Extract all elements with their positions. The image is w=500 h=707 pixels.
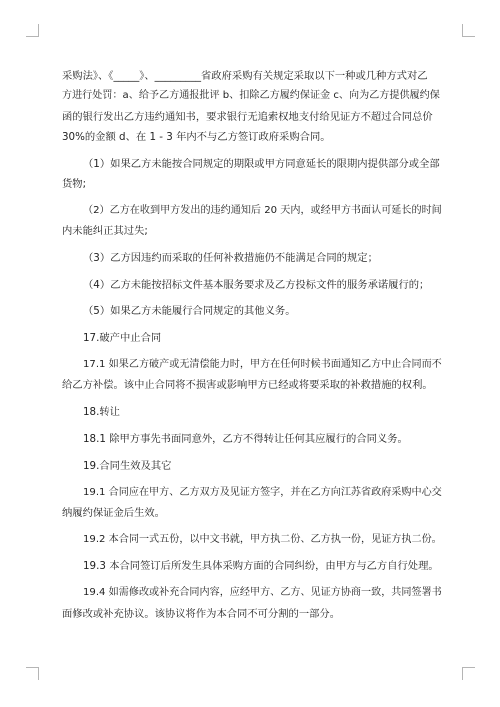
crop-mark-bottom-left xyxy=(26,667,39,680)
crop-mark-bottom-right xyxy=(462,667,475,680)
document-body xyxy=(62,66,442,624)
text-line: 30%的金额 d、在 1 - 3 年内不与乙方签订政府采购合同。 xyxy=(62,130,331,143)
text-line: 19.4 如需修改或补充合同内容，应经甲方、乙方、见证方协商一致，共同签署书 xyxy=(83,587,442,599)
crop-mark-top-left xyxy=(26,24,39,37)
text-line: 函的银行发出乙方违约通知书，要求银行无追索权地支付给见证方不超过合同总价 xyxy=(62,110,433,123)
text-line: 内未能纠正其过失; xyxy=(62,225,148,238)
text-line: 纳履约保证金后生效。 xyxy=(62,506,165,519)
text-line: 19.2 本合同一式五份，以中文书就，甲方执二份、乙方执一份，见证方执二份。 xyxy=(83,533,442,545)
text-line: 17.1 如果乙方破产或无清偿能力时，甲方在任何时候书面通知乙方中止合同而不 xyxy=(83,359,442,371)
text-line: 19.1 合同应在甲方、乙方双方及见证方签字，并在乙方向江苏省政府采购中心交 xyxy=(83,486,442,498)
crop-mark-top-right xyxy=(462,24,475,37)
text-line: 货物; xyxy=(62,177,87,190)
text-line: （3）乙方因违约而采取的任何补救措施仍不能满足合同的规定； xyxy=(83,251,378,264)
text-line: （4）乙方未能按招标文件基本服务要求及乙方投标文件的服务承诺履行的； xyxy=(83,278,430,291)
text-line: 采购法》、《_____》、_________省政府采购有关规定采取以下一种或几种方式对乙 xyxy=(62,70,428,82)
section-heading: 17.破产中止合同 xyxy=(83,332,162,345)
text-line: 面修改或补充协议。该协议将作为本合同不可分割的一部分。 xyxy=(62,607,341,620)
text-line: 给乙方补偿。该中止合同将不损害或影响甲方已经或将要采取的补救措施的权利。 xyxy=(62,379,433,392)
text-line: 18.1 除甲方事先书面同意外，乙方不得转让任何其应履行的合同义务。 xyxy=(83,432,408,445)
text-line: （5）如果乙方未能履行合同规定的其他义务。 xyxy=(83,305,296,318)
text-line: （1）如果乙方未能按合同规定的期限或甲方同意延长的限期内提供部分或全部 xyxy=(83,157,440,170)
section-heading: 18.转让 xyxy=(83,406,120,419)
text-line: （2）乙方在收到甲方发出的违约通知后 20 天内，或经甲方书面认可延长的时间 xyxy=(83,204,442,216)
section-heading: 19.合同生效及其它 xyxy=(83,459,172,472)
text-line: 19.3 本合同签订后所发生具体采购方面的合同纠纷，由甲方与乙方自行处理。 xyxy=(83,560,439,573)
text-line: 方进行处罚：a、给予乙方通报批评 b、扣除乙方履约保证金 c、向为乙方提供履约保 xyxy=(62,90,440,102)
